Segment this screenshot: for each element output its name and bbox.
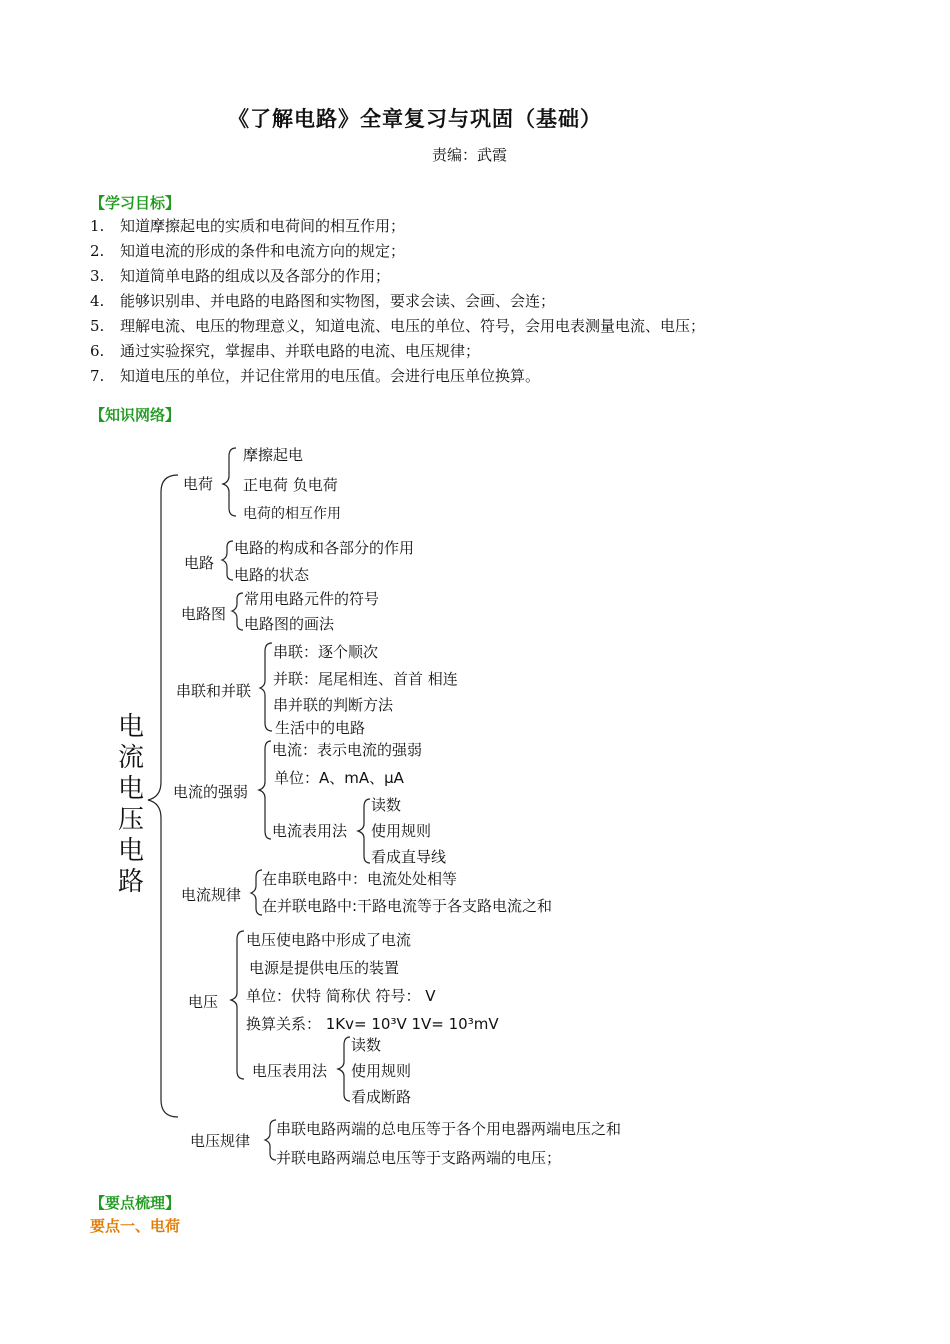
goal-num: 3. xyxy=(90,267,105,285)
node-charge: 电荷 xyxy=(183,475,214,493)
leaf-item: 电荷的相互作用 xyxy=(243,506,341,522)
leaf-item: 电压使电路中形成了电流 xyxy=(246,931,412,949)
node-series-parallel: 串联和并联 xyxy=(176,682,252,700)
points-heading: 【要点梳理】 xyxy=(90,1194,181,1212)
leaf-item: 电路的构成和各部分的作用 xyxy=(234,539,415,557)
goal-text: 理解电流、电压的物理意义，知道电流、电压的单位、符号，会用电表测量电流、电压； xyxy=(120,317,706,335)
leaf-item: 并联：尾尾相连、首首 相连 xyxy=(273,670,458,688)
page-title: 《了解电路》全章复习与巩固（基础） xyxy=(228,106,602,131)
node-voltage: 电压 xyxy=(188,993,219,1011)
leaf-item: 在串联电路中：电流处处相等 xyxy=(262,870,458,888)
node-ammeter: 电流表用法 xyxy=(272,822,348,840)
goal-num: 6. xyxy=(90,342,105,360)
leaf-item: 使用规则 xyxy=(351,1062,412,1080)
network-root: 电流电压电路 xyxy=(117,712,144,897)
node-current-law: 电流规律 xyxy=(181,886,242,904)
leaf-item: 在并联电路中:干路电流等于各支路电流之和 xyxy=(262,897,553,915)
leaf-item: 电路的状态 xyxy=(234,566,310,584)
node-voltmeter: 电压表用法 xyxy=(252,1062,328,1080)
leaf-item: 看成直导线 xyxy=(371,848,447,866)
goal-text: 知道简单电路的组成以及各部分的作用； xyxy=(120,267,391,285)
leaf-item: 生活中的电路 xyxy=(275,719,366,737)
goal-num: 5. xyxy=(90,317,105,335)
leaf-item: 电流：表示电流的强弱 xyxy=(272,741,423,759)
leaf-item: 单位：A、mA、μA xyxy=(274,769,404,787)
leaf-item: 串联：逐个顺次 xyxy=(273,643,379,661)
leaf-item: 使用规则 xyxy=(371,822,432,840)
goal-text: 知道电压的单位，并记住常用的电压值。会进行电压单位换算。 xyxy=(120,367,541,385)
goal-text: 能够识别串、并电路的电路图和实物图，要求会读、会画、会连； xyxy=(120,292,556,310)
leaf-item: 电源是提供电压的装置 xyxy=(249,959,400,977)
leaf-item: 看成断路 xyxy=(351,1088,412,1106)
node-diagram: 电路图 xyxy=(181,605,227,623)
node-voltage-law: 电压规律 xyxy=(190,1132,251,1150)
editor-line: 责编：武霞 xyxy=(432,146,508,164)
node-circuit: 电路 xyxy=(184,554,215,572)
leaf-item: 串并联的判断方法 xyxy=(273,696,394,714)
leaf-item: 读数 xyxy=(351,1036,382,1054)
goal-num: 4. xyxy=(90,292,105,310)
goal-text: 通过实验探究，掌握串、并联电路的电流、电压规律； xyxy=(120,342,481,360)
leaf-item: 正电荷 负电荷 xyxy=(243,476,338,494)
leaf-item: 串联电路两端的总电压等于各个用电器两端电压之和 xyxy=(276,1120,622,1138)
leaf-item: 单位：伏特 简称伏 符号： V xyxy=(246,987,436,1005)
goal-num: 1. xyxy=(90,217,105,235)
leaf-item: 换算关系： 1Kv= 10³V 1V= 10³mV xyxy=(246,1015,499,1033)
node-current: 电流的强弱 xyxy=(173,783,249,801)
points-subheading: 要点一、电荷 xyxy=(90,1217,181,1235)
leaf-item: 常用电路元件的符号 xyxy=(244,590,380,608)
leaf-item: 读数 xyxy=(371,796,402,814)
leaf-item: 摩擦起电 xyxy=(243,446,304,464)
goal-num: 2. xyxy=(90,242,105,260)
goal-text: 知道摩擦起电的实质和电荷间的相互作用； xyxy=(120,217,406,235)
goals-heading: 【学习目标】 xyxy=(90,194,181,212)
goal-text: 知道电流的形成的条件和电流方向的规定； xyxy=(120,242,406,260)
goal-num: 7. xyxy=(90,367,105,385)
network-heading: 【知识网络】 xyxy=(90,406,181,424)
leaf-item: 电路图的画法 xyxy=(244,615,335,633)
leaf-item: 并联电路两端总电压等于支路两端的电压； xyxy=(276,1149,562,1167)
